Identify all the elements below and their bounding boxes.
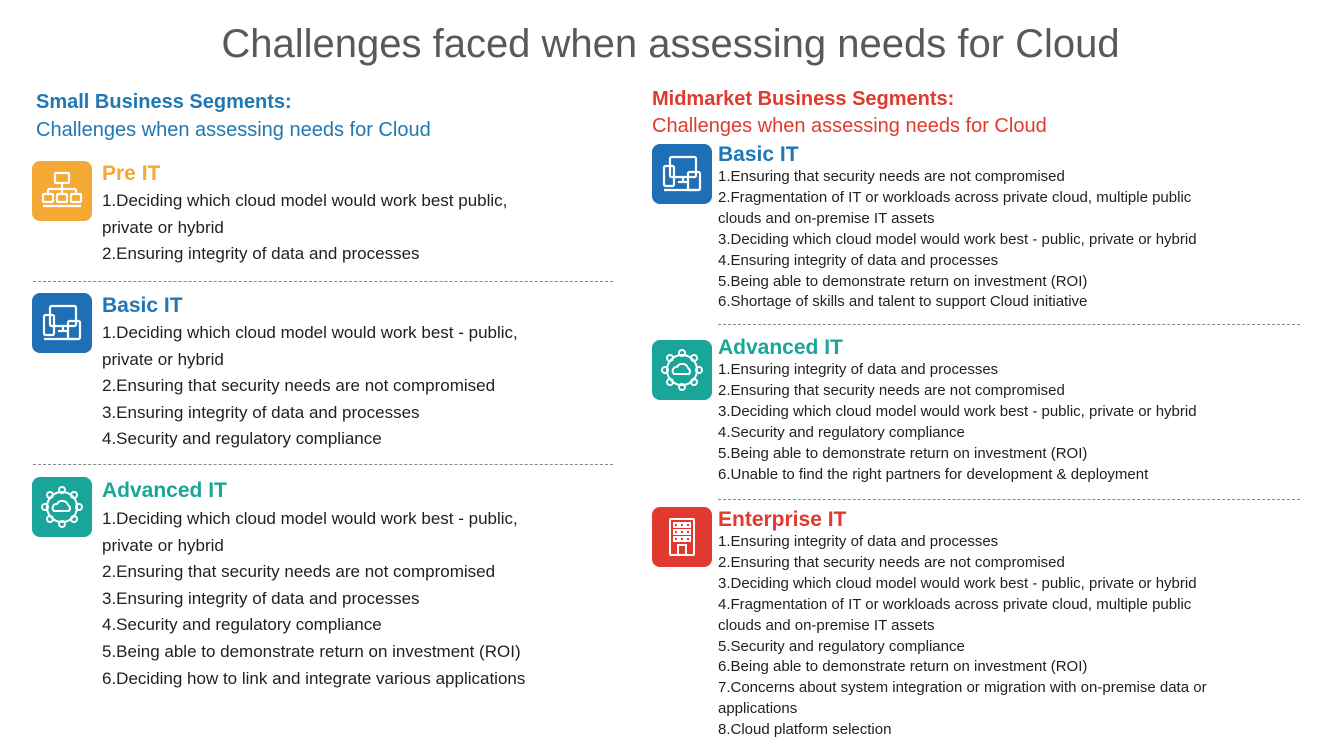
advanced-it-list	[718, 360, 1328, 485]
office-building-icon	[652, 507, 712, 567]
enterprise-it-label: Enterprise IT	[718, 508, 847, 531]
advanced-it-list	[102, 506, 622, 692]
basic-it-label: Basic IT	[718, 143, 799, 166]
list-item: clouds and on-premise IT assets	[718, 209, 935, 227]
list-item: 5.Being able to demonstrate return on investment (ROI)	[718, 444, 1088, 462]
list-item: 1.Ensuring integrity of data and processes	[718, 361, 999, 378]
list-item: 6.Deciding how to link and integrate various applications	[102, 668, 526, 688]
network-computers-icon	[32, 161, 92, 221]
pre-it-list	[102, 188, 622, 268]
basic-it-list	[102, 320, 622, 453]
list-item: 5.Security and regulatory compliance	[718, 637, 965, 655]
list-item: private or hybrid	[102, 349, 224, 369]
small-business-subheading: Challenges when assessing needs for Cloud	[36, 119, 431, 141]
list-item: 3.Ensuring integrity of data and processes	[102, 588, 420, 608]
list-item: 4.Security and regulatory compliance	[102, 615, 382, 635]
list-item: 1.Deciding which cloud model would work best - public,	[102, 323, 518, 342]
list-item: clouds and on-premise IT assets	[718, 616, 935, 634]
list-item: private or hybrid	[102, 535, 224, 555]
midmarket-heading: Midmarket Business Segments:	[652, 88, 955, 110]
list-item: private or hybrid	[102, 217, 224, 237]
list-item: 2.Ensuring that security needs are not compromised	[102, 376, 496, 396]
list-item: 3.Ensuring integrity of data and processes	[102, 402, 420, 422]
list-item: 1.Deciding which cloud model would work best - public,	[102, 509, 518, 528]
section-divider	[33, 281, 613, 282]
list-item: 7.Concerns about system integration or migration with on-premise data or	[718, 679, 1207, 697]
list-item: 5.Being able to demonstrate return on investment (ROI)	[102, 641, 521, 661]
advanced-it-label: Advanced IT	[102, 479, 227, 502]
list-item: 6.Shortage of skills and talent to support Cloud initiative	[718, 293, 1088, 311]
section-divider	[718, 324, 1300, 325]
list-item: applications	[718, 700, 798, 718]
midmarket-subheading: Challenges when assessing needs for Cloud	[652, 115, 1047, 137]
basic-it-list	[718, 167, 1328, 313]
devices-icon	[652, 144, 712, 204]
list-item: 3.Deciding which cloud model would work best - public, private or hybrid	[718, 230, 1197, 248]
cloud-network-icon	[652, 340, 712, 400]
list-item: 4.Ensuring integrity of data and processes	[718, 251, 999, 269]
list-item: 2.Fragmentation of IT or workloads across private cloud, multiple public	[718, 188, 1192, 206]
list-item: 4.Security and regulatory compliance	[718, 423, 965, 441]
pre-it-label: Pre IT	[102, 162, 161, 185]
list-item: 2.Ensuring that security needs are not compromised	[718, 381, 1065, 399]
enterprise-it-list	[718, 532, 1328, 741]
list-item: 2.Ensuring integrity of data and processes	[102, 244, 420, 264]
section-divider	[718, 499, 1300, 500]
list-item: 3.Deciding which cloud model would work best - public, private or hybrid	[718, 402, 1197, 420]
small-business-heading: Small Business Segments:	[36, 91, 292, 113]
list-item: 8.Cloud platform selection	[718, 721, 892, 739]
list-item: 6.Being able to demonstrate return on investment (ROI)	[718, 658, 1088, 676]
section-divider	[33, 464, 613, 465]
list-item: 1.Ensuring integrity of data and processes	[718, 533, 999, 550]
list-item: 2.Ensuring that security needs are not compromised	[102, 562, 496, 582]
basic-it-label: Basic IT	[102, 294, 183, 317]
list-item: 2.Ensuring that security needs are not compromised	[718, 553, 1065, 571]
cloud-network-icon	[32, 477, 92, 537]
list-item: 4.Security and regulatory compliance	[102, 429, 382, 449]
list-item: 1.Ensuring that security needs are not compromised	[718, 168, 1065, 185]
advanced-it-label: Advanced IT	[718, 336, 843, 359]
list-item: 5.Being able to demonstrate return on investment (ROI)	[718, 272, 1088, 290]
list-item: 4.Fragmentation of IT or workloads across private cloud, multiple public	[718, 595, 1192, 613]
list-item: 3.Deciding which cloud model would work best - public, private or hybrid	[718, 574, 1197, 592]
list-item: 1.Deciding which cloud model would work best public,	[102, 191, 508, 210]
devices-icon	[32, 293, 92, 353]
page-title: Challenges faced when assessing needs for Cloud	[221, 22, 1120, 66]
list-item: 6.Unable to find the right partners for development & deployment	[718, 465, 1149, 483]
